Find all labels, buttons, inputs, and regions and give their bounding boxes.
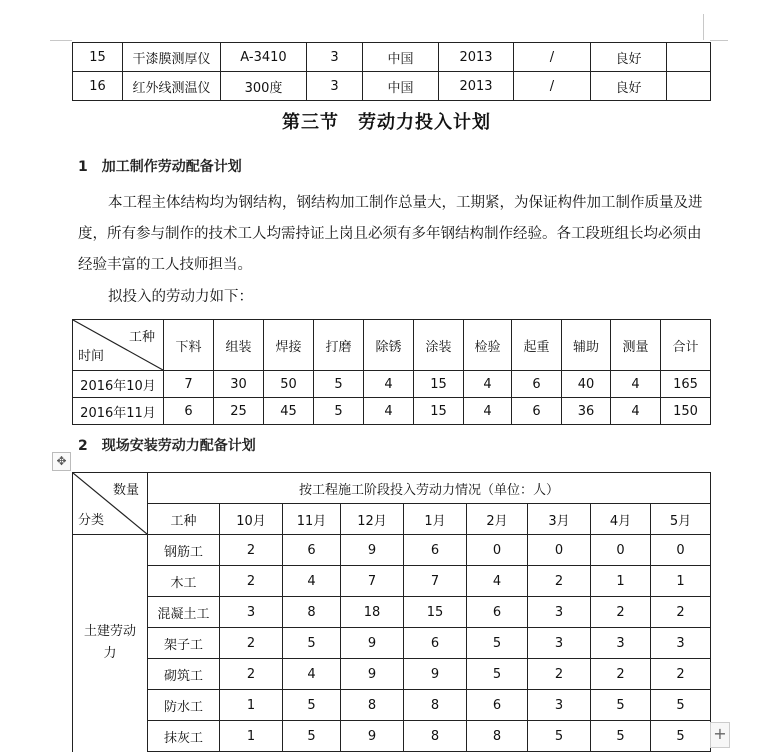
fabrication-corner-top: 工种 — [128, 330, 155, 345]
table-row — [73, 43, 711, 72]
table-cell: 2 — [591, 597, 651, 628]
table-row — [73, 566, 711, 597]
table-cell: 5 — [467, 659, 528, 690]
table-cell: 4 — [611, 398, 661, 425]
trade-cell: 架子工 — [148, 628, 220, 659]
table-cell: 2 — [220, 628, 283, 659]
table-cell: 0 — [528, 535, 591, 566]
table-cell: 1 — [591, 566, 651, 597]
column-header: 涂装 — [414, 320, 464, 371]
plus-icon[interactable]: + — [710, 722, 730, 748]
table-cell: 3 — [307, 72, 363, 101]
trade-cell: 防水工 — [148, 690, 220, 721]
table-cell: 45 — [264, 398, 314, 425]
margin-mark-top-right — [703, 14, 704, 40]
table-cell: 30 — [214, 371, 264, 398]
table-row — [73, 72, 711, 101]
table-cell: 9 — [341, 535, 404, 566]
fabrication-labor-table — [72, 319, 711, 425]
trade-cell: 混凝土工 — [148, 597, 220, 628]
column-header: 除锈 — [364, 320, 414, 371]
table-cell: 6 — [283, 535, 341, 566]
month-header: 4月 — [591, 504, 651, 535]
paragraph-fabrication-text: 本工程主体结构均为钢结构，钢结构加工制作总量大，工期紧，为保证构件加工制作质量及进度，所有参与制作的技术工人均需持证上岗且必须有多年钢结构制作经验。各工段班组长均必须由经验丰富的工人技师担当。 — [78, 195, 703, 273]
table-cell: / — [514, 43, 591, 72]
table-cell: 中国 — [363, 72, 439, 101]
column-header: 打磨 — [314, 320, 364, 371]
table-cell: 2 — [220, 659, 283, 690]
table-cell: / — [514, 72, 591, 101]
table-cell: 8 — [404, 721, 467, 752]
table-cell: 5 — [314, 371, 364, 398]
table-cell: 18 — [341, 597, 404, 628]
table-cell: 红外线测温仪 — [123, 72, 221, 101]
month-header: 11月 — [283, 504, 341, 535]
table-cell: 5 — [283, 721, 341, 752]
table-cell: 5 — [591, 721, 651, 752]
table-row — [73, 690, 711, 721]
table-cell: 6 — [512, 398, 562, 425]
table-cell: 良好 — [591, 43, 667, 72]
table-cell: 0 — [651, 535, 711, 566]
table-row — [73, 628, 711, 659]
table-cell: 5 — [651, 690, 711, 721]
table-cell: 3 — [528, 690, 591, 721]
column-header: 合计 — [661, 320, 711, 371]
paragraph-fabrication — [78, 188, 710, 281]
table-cell: 25 — [214, 398, 264, 425]
margin-mark-top-left-h — [50, 40, 72, 41]
table-cell — [667, 43, 711, 72]
table-cell: 2013 — [439, 43, 514, 72]
column-header: 测量 — [611, 320, 661, 371]
table-cell: 2 — [220, 566, 283, 597]
table-cell: 1 — [220, 690, 283, 721]
table-cell: 6 — [164, 398, 214, 425]
table-cell: 1 — [220, 721, 283, 752]
installation-corner-top: 数量 — [112, 483, 139, 498]
month-header: 5月 — [651, 504, 711, 535]
table-cell: 3 — [307, 43, 363, 72]
table-cell: 0 — [591, 535, 651, 566]
installation-trade-header: 工种 — [148, 504, 220, 535]
table-cell: 6 — [467, 690, 528, 721]
trade-cell: 木工 — [148, 566, 220, 597]
table-cell: 3 — [591, 628, 651, 659]
table-cell: 4 — [611, 371, 661, 398]
table-cell: 4 — [464, 398, 512, 425]
month-header: 10月 — [220, 504, 283, 535]
table-cell: A-3410 — [221, 43, 307, 72]
table-cell: 5 — [283, 690, 341, 721]
table-cell: 5 — [651, 721, 711, 752]
table-cell: 2 — [220, 535, 283, 566]
table-cell: 8 — [404, 690, 467, 721]
installation-labor-table — [72, 472, 711, 752]
table-cell: 1 — [651, 566, 711, 597]
table-row — [73, 721, 711, 752]
table-cell: 2 — [591, 659, 651, 690]
table-row — [73, 371, 711, 398]
table-cell: 2 — [651, 659, 711, 690]
equipment-table — [72, 42, 711, 101]
table-cell: 4 — [464, 371, 512, 398]
column-header: 辅助 — [562, 320, 611, 371]
table-cell: 6 — [404, 535, 467, 566]
table-cell: 0 — [467, 535, 528, 566]
table-cell: 165 — [661, 371, 711, 398]
column-header: 下料 — [164, 320, 214, 371]
paragraph-intro — [78, 282, 710, 313]
table-cell: 干漆膜测厚仪 — [123, 43, 221, 72]
margin-mark-top-right-h — [710, 40, 728, 41]
table-cell: 9 — [341, 659, 404, 690]
table-cell: 2 — [651, 597, 711, 628]
table-cell — [667, 72, 711, 101]
table-cell: 6 — [467, 597, 528, 628]
table-cell: 5 — [314, 398, 364, 425]
table-cell: 5 — [528, 721, 591, 752]
column-header: 焊接 — [264, 320, 314, 371]
fabrication-corner-bottom: 时间 — [78, 349, 105, 364]
table-cell: 15 — [73, 43, 123, 72]
month-header: 12月 — [341, 504, 404, 535]
trade-cell: 砌筑工 — [148, 659, 220, 690]
table-cell: 15 — [404, 597, 467, 628]
table-cell: 40 — [562, 371, 611, 398]
table-cell: 4 — [364, 398, 414, 425]
table-cell: 良好 — [591, 72, 667, 101]
move-icon[interactable]: ✥ — [52, 452, 71, 471]
table-cell: 6 — [512, 371, 562, 398]
table-cell: 4 — [364, 371, 414, 398]
table-cell: 8 — [467, 721, 528, 752]
table-cell: 36 — [562, 398, 611, 425]
column-header: 起重 — [512, 320, 562, 371]
table-cell: 2 — [528, 566, 591, 597]
table-cell: 50 — [264, 371, 314, 398]
table-row — [73, 597, 711, 628]
table-cell: 8 — [341, 690, 404, 721]
month-header: 2月 — [467, 504, 528, 535]
column-header: 组装 — [214, 320, 264, 371]
table-cell: 9 — [404, 659, 467, 690]
table-cell: 9 — [341, 628, 404, 659]
row-header: 2016年11月 — [73, 398, 164, 425]
table-cell: 4 — [283, 566, 341, 597]
table-cell: 3 — [528, 628, 591, 659]
table-cell: 5 — [467, 628, 528, 659]
table-cell: 16 — [73, 72, 123, 101]
table-cell: 4 — [467, 566, 528, 597]
table-cell: 4 — [283, 659, 341, 690]
month-header: 1月 — [404, 504, 467, 535]
fabrication-corner-cell — [73, 320, 164, 371]
table-cell: 3 — [220, 597, 283, 628]
subheading-installation: 2 现场安装劳动力配备计划 — [78, 438, 256, 454]
table-cell: 2013 — [439, 72, 514, 101]
table-cell: 5 — [591, 690, 651, 721]
column-header: 检验 — [464, 320, 512, 371]
table-cell: 150 — [661, 398, 711, 425]
table-cell: 7 — [404, 566, 467, 597]
table-cell: 8 — [283, 597, 341, 628]
trade-cell: 钢筋工 — [148, 535, 220, 566]
category-cell: 土建劳动力 — [73, 535, 148, 752]
installation-span-header: 按工程施工阶段投入劳动力情况（单位：人） — [148, 473, 711, 504]
table-cell: 7 — [164, 371, 214, 398]
table-cell: 3 — [528, 597, 591, 628]
table-cell: 15 — [414, 371, 464, 398]
row-header: 2016年10月 — [73, 371, 164, 398]
trade-cell: 抹灰工 — [148, 721, 220, 752]
section-heading: 第三节 劳动力投入计划 — [282, 112, 491, 133]
table-row — [73, 398, 711, 425]
table-cell: 300度 — [221, 72, 307, 101]
table-cell: 9 — [341, 721, 404, 752]
table-cell: 15 — [414, 398, 464, 425]
table-cell: 7 — [341, 566, 404, 597]
installation-corner-cell — [73, 473, 148, 535]
table-cell: 中国 — [363, 43, 439, 72]
table-row — [73, 535, 711, 566]
table-cell: 6 — [404, 628, 467, 659]
paragraph-intro-text: 拟投入的劳动力如下： — [108, 289, 253, 305]
table-row — [73, 659, 711, 690]
installation-corner-bottom: 分类 — [78, 513, 105, 528]
month-header: 3月 — [528, 504, 591, 535]
table-cell: 5 — [283, 628, 341, 659]
table-cell: 3 — [651, 628, 711, 659]
table-cell: 2 — [528, 659, 591, 690]
subheading-fabrication: 1 加工制作劳动配备计划 — [78, 159, 242, 175]
